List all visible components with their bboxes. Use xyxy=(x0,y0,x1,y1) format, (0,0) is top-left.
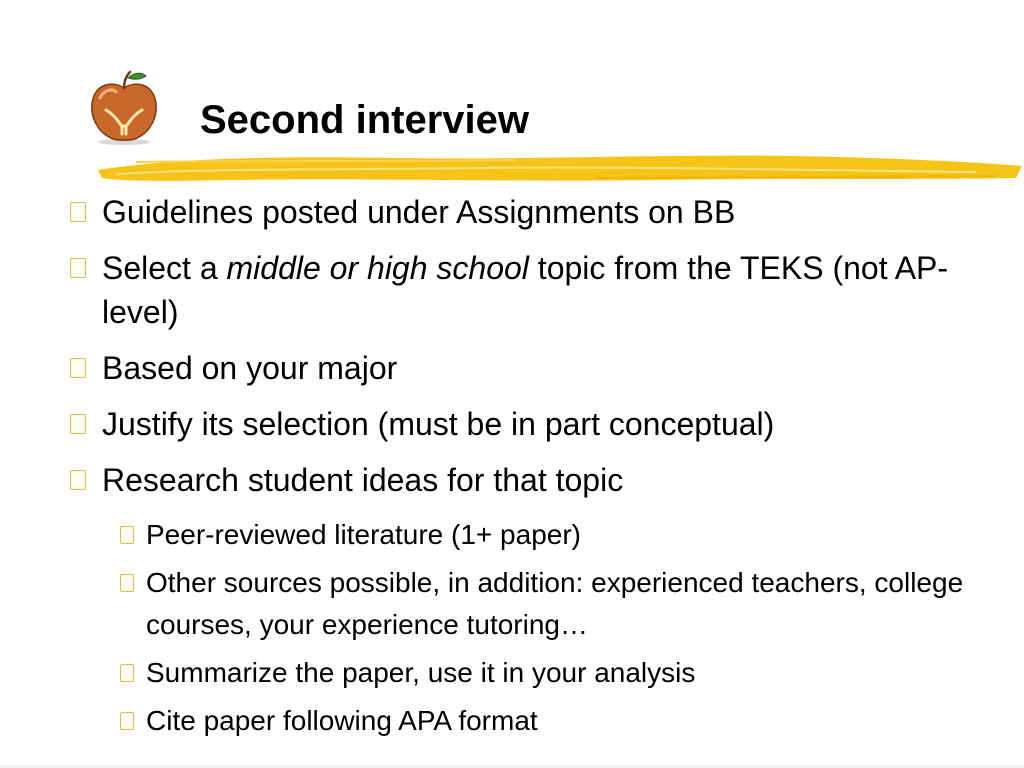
sub-bullet-marker xyxy=(120,574,134,592)
bullet-marker xyxy=(70,414,86,434)
list-item xyxy=(64,190,1004,234)
list-item xyxy=(64,246,1004,334)
sub-bullet-marker xyxy=(120,664,134,682)
sub-bullet-marker xyxy=(120,526,134,544)
bullet-marker xyxy=(70,202,86,222)
sub-bullet-text: Other sources possible, in addition: experienced teachers, college courses, your experience tutoring… xyxy=(146,567,964,640)
bullet-text-post: topic from the TEKS (not AP-level) xyxy=(102,250,949,330)
bullet-text: Guidelines posted under Assignments on BB xyxy=(102,194,736,230)
bullet-text: Justify its selection (must be in part conceptual) xyxy=(102,406,775,442)
sub-bullet-marker xyxy=(120,712,134,730)
slide-title: Second interview xyxy=(200,98,529,142)
sub-bullet-text: Cite paper following APA format xyxy=(146,705,538,736)
sub-list-item xyxy=(64,700,1004,742)
bullet-marker xyxy=(70,358,86,378)
bullet-text-emphasis: middle or high school xyxy=(226,250,529,286)
bullet-text xyxy=(102,250,948,330)
sub-list-item xyxy=(64,514,1004,556)
sub-bullet-text: Summarize the paper, use it in your analysis xyxy=(146,657,696,688)
title-underline-brush xyxy=(96,148,1024,188)
bullet-marker xyxy=(70,258,86,278)
sub-list-item xyxy=(64,562,1004,646)
list-item xyxy=(64,346,1004,390)
apple-icon xyxy=(86,70,162,146)
sub-bullet-text: Peer-reviewed literature (1+ paper) xyxy=(146,519,581,550)
bullet-text-pre: Select a xyxy=(102,250,227,286)
bullet-marker xyxy=(70,470,86,490)
list-item xyxy=(64,458,1004,502)
list-item xyxy=(64,402,1004,446)
sub-list-item xyxy=(64,652,1004,694)
bullet-list xyxy=(64,190,1004,748)
bullet-text: Research student ideas for that topic xyxy=(102,462,624,498)
bullet-text: Based on your major xyxy=(102,350,398,386)
